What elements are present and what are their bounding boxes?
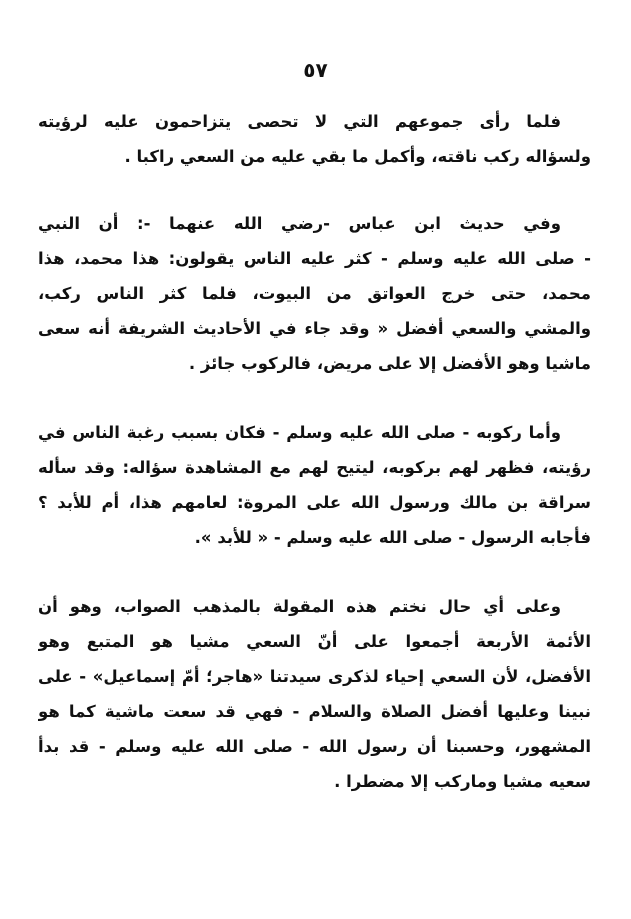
text-line: ولسؤاله ركب ناقته، وأكمل ما بقي عليه من السعي راكبا . [124,147,591,166]
text-line: رؤيته، فظهر لهم بركوبه، ليتيح لهم مع المشاهدة سؤاله: وقد سأله [38,458,591,477]
text-line: فأجابه الرسول - صلى الله عليه وسلم - « للأبد ». [194,528,591,547]
text-line: الأئمة الأربعة أجمعوا على أنّ السعي مشيا هو المتبع وهو [38,632,591,651]
paragraph-1 [38,104,591,174]
text-line: وأما ركوبه - صلى الله عليه وسلم - فكان بسبب رغبة الناس في [38,423,561,442]
text-line: وفي حديث ابن عباس -رضي الله عنهما -: أن النبي [38,214,561,233]
text-line: وعلى أي حال نختم هذه المقولة بالمذهب الصواب، وهو أن [38,597,561,616]
paragraph-gap [38,381,591,415]
text-line: ماشيا وهو الأفضل إلا على مريض، فالركوب جائز . [188,354,591,373]
text-line: الأفضل، لأن السعي إحياء لذكرى سيدتنا «هاجر؛ أمّ إسماعيل» - على [38,667,591,686]
text-line: نبينا وعليها أفضل الصلاة والسلام - فهي قد سعت ماشية كما هو [38,702,591,721]
paragraph-3 [38,415,591,555]
page-number: ٥٧ [303,58,328,82]
text-line: فلما رأى جموعهم التي لا تحصى يتزاحمون عليه لرؤيته [38,112,561,131]
text-line: والمشي والسعي أفضل « وقد جاء في الأحاديث الشريفة أنه سعى [38,319,591,338]
paragraph-4 [38,589,591,799]
text-line: - صلى الله عليه وسلم - كثر عليه الناس يقولون: هذا محمد، هذا [38,249,591,268]
text-line: سراقة بن مالك ورسول الله على المروة: لعامهم هذا، أم للأبد ؟ [38,493,591,512]
text-line: سعيه مشيا وماركب إلا مضطرا . [334,772,591,791]
paragraph-gap [38,555,591,589]
page-body [38,104,591,799]
paragraph-2 [38,206,591,381]
paragraph-gap [38,174,591,206]
text-line: المشهور، وحسبنا أن رسول الله - صلى الله عليه وسلم - قد بدأ [38,737,591,756]
text-line: محمد، حتى خرج العواتق من البيوت، فلما كثر الناس ركب، [38,284,591,303]
